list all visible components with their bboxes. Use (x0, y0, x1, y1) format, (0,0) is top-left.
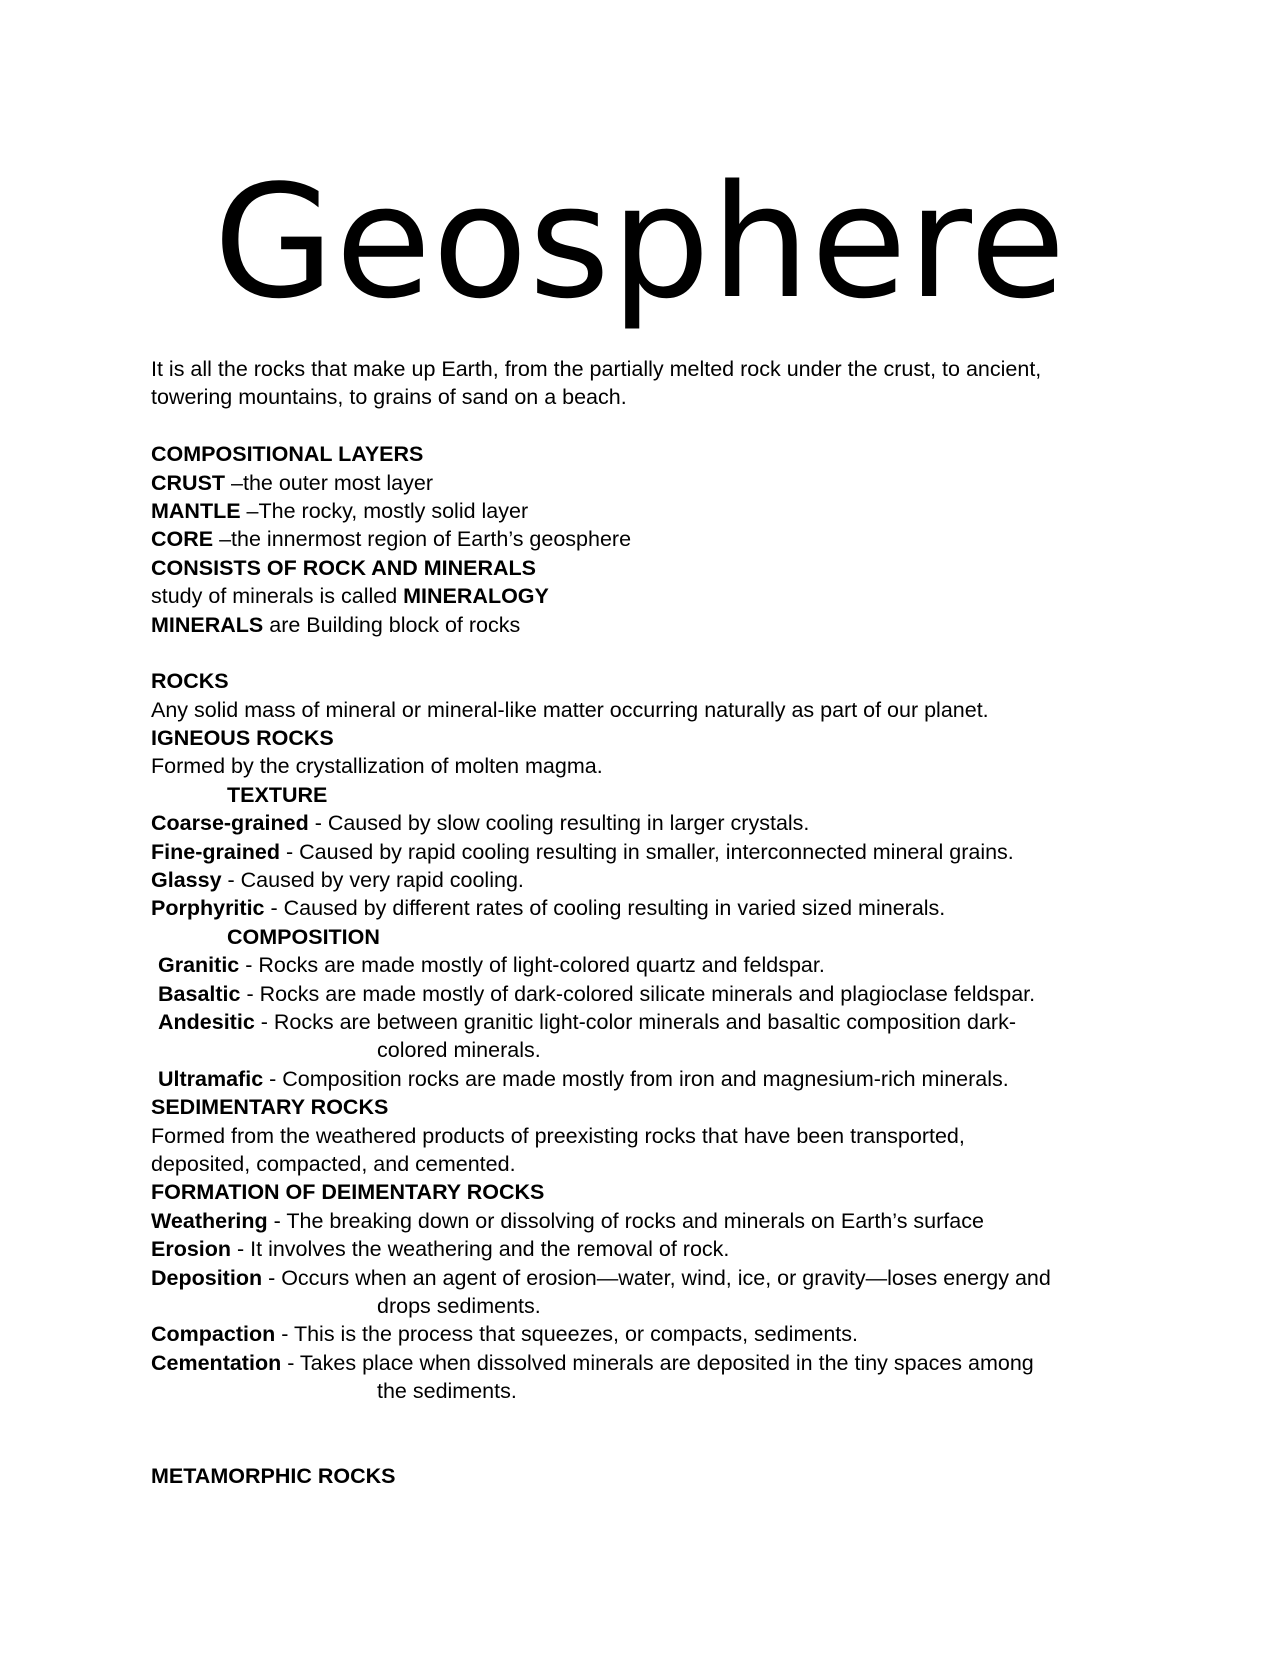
texture-heading: TEXTURE (227, 782, 328, 807)
composition-term: Basaltic (158, 981, 241, 1006)
document-title: Geosphere (213, 151, 1067, 333)
igneous-definition: Formed by the crystallization of molten magma. (151, 754, 603, 779)
process-item (151, 1349, 1151, 1377)
crust-term: CRUST (151, 470, 226, 495)
rocks-definition: Any solid mass of mineral or mineral-like matter occurring naturally as part of our planet. (151, 697, 989, 722)
process-term: Weathering (151, 1208, 268, 1233)
compositional-layers-heading: COMPOSITIONAL LAYERS (151, 442, 424, 467)
composition-item (151, 980, 1151, 1008)
process-text: - The breaking down or dissolving of rocks and minerals on Earth’s surface (267, 1208, 984, 1233)
process-item (151, 1235, 1151, 1263)
composition-item (151, 1008, 1151, 1036)
process-text: - It involves the weathering and the removal of rock. (231, 1237, 730, 1262)
sedimentary-heading: SEDIMENTARY ROCKS (151, 1095, 389, 1120)
core-text: –the innermost region of Earth’s geosphere (213, 527, 632, 552)
mantle-term: MANTLE (151, 498, 241, 523)
composition-heading: COMPOSITION (227, 924, 380, 949)
document-body (151, 355, 1151, 1491)
texture-item (151, 809, 1151, 837)
process-term: Deposition (151, 1265, 263, 1290)
consists-heading: CONSISTS OF ROCK AND MINERALS (151, 555, 537, 580)
process-text: - Takes place when dissolved minerals are deposited in the tiny spaces among (281, 1350, 1034, 1375)
texture-term: Glassy (151, 868, 222, 893)
process-term: Compaction (151, 1322, 276, 1347)
process-item (151, 1207, 1151, 1235)
process-item (151, 1264, 1151, 1292)
mantle-text: –The rocky, mostly solid layer (240, 498, 529, 523)
intro-line-2: towering mountains, to grains of sand on a beach. (151, 385, 627, 410)
mineralogy-text: study of minerals is called (151, 584, 404, 609)
texture-item (151, 838, 1151, 866)
texture-text: - Caused by very rapid cooling. (221, 868, 524, 893)
composition-term: Andesitic (158, 1009, 255, 1034)
spacer (151, 639, 1151, 667)
spacer (151, 1405, 1151, 1462)
texture-text: - Caused by different rates of cooling resulting in varied sized minerals. (264, 896, 946, 921)
minerals-line (151, 611, 1151, 639)
sedimentary-definition-line-2: deposited, compacted, and cemented. (151, 1151, 516, 1176)
texture-term: Fine-grained (151, 839, 281, 864)
minerals-text: are Building block of rocks (263, 612, 521, 637)
formation-heading: FORMATION OF DEIMENTARY ROCKS (151, 1180, 545, 1205)
composition-item (151, 1065, 1151, 1093)
igneous-heading: IGNEOUS ROCKS (151, 726, 334, 751)
composition-term: Granitic (158, 953, 240, 978)
process-term: Cementation (151, 1350, 282, 1375)
crust-text: –the outer most layer (225, 470, 433, 495)
mantle-line (151, 497, 1151, 525)
process-text: - This is the process that squeezes, or compacts, sediments. (275, 1322, 858, 1347)
mineralogy-term: MINERALOGY (403, 584, 549, 609)
texture-item (151, 866, 1151, 894)
core-line (151, 525, 1151, 553)
process-text: - Occurs when an agent of erosion—water, wind, ice, or gravity—loses energy and (262, 1265, 1051, 1290)
core-term: CORE (151, 527, 214, 552)
process-term: Erosion (151, 1237, 232, 1262)
composition-text: - Composition rocks are made mostly from iron and magnesium-rich minerals. (263, 1066, 1009, 1091)
texture-text: - Caused by rapid cooling resulting in smaller, interconnected mineral grains. (280, 839, 1014, 864)
rocks-heading: ROCKS (151, 669, 229, 694)
composition-item (151, 951, 1151, 979)
minerals-term: MINERALS (151, 612, 264, 637)
texture-text: - Caused by slow cooling resulting in larger crystals. (308, 811, 810, 836)
process-continuation: the sediments. (377, 1379, 517, 1404)
intro-line-1: It is all the rocks that make up Earth, from the partially melted rock under the crust, to ancient, (151, 357, 1042, 381)
spacer (151, 412, 1151, 440)
sedimentary-definition-line-1: Formed from the weathered products of preexisting rocks that have been transported, (151, 1123, 965, 1148)
texture-term: Porphyritic (151, 896, 265, 921)
metamorphic-heading: METAMORPHIC ROCKS (151, 1464, 396, 1489)
crust-line (151, 469, 1151, 497)
texture-term: Coarse-grained (151, 811, 309, 836)
composition-term: Ultramafic (158, 1066, 264, 1091)
texture-item (151, 894, 1151, 922)
process-item (151, 1320, 1151, 1348)
composition-continuation: colored minerals. (377, 1038, 541, 1063)
composition-text: - Rocks are made mostly of light-colored quartz and feldspar. (239, 953, 825, 978)
mineralogy-line (151, 582, 1151, 610)
composition-text: - Rocks are made mostly of dark-colored silicate minerals and plagioclase feldspar. (240, 981, 1036, 1006)
process-continuation: drops sediments. (377, 1293, 541, 1318)
composition-text: - Rocks are between granitic light-color minerals and basaltic composition dark- (254, 1009, 1016, 1034)
